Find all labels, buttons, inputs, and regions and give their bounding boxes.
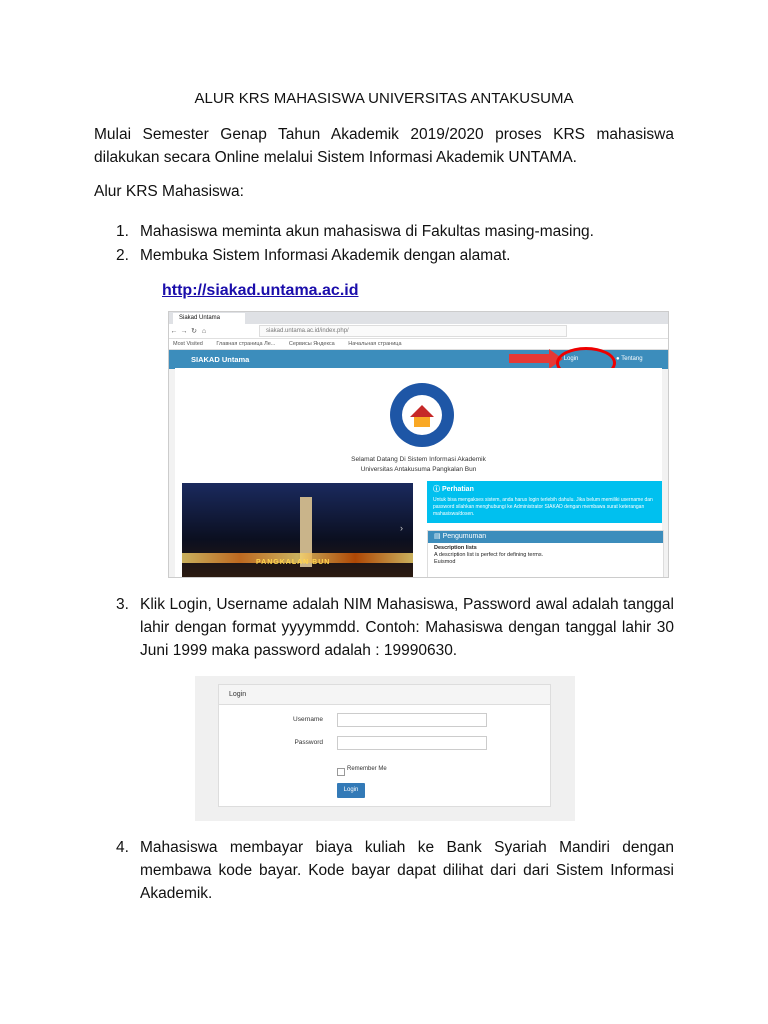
browser-tab-bar bbox=[169, 312, 668, 324]
alur-heading: Alur KRS Mahasiswa: bbox=[94, 183, 244, 200]
step-4 bbox=[116, 836, 674, 906]
password-input[interactable] bbox=[337, 736, 487, 750]
nav-tentang-label: Tentang bbox=[621, 356, 643, 362]
perhatian-title-label: Perhatian bbox=[441, 486, 474, 493]
intro-paragraph: Mulai Semester Genap Tahun Akademik 2019/2020 proses KRS mahasiswa dilakukan secara Online melalui Sistem Informasi Akademik UNTAMA. bbox=[94, 126, 674, 166]
photo-caption: PANGKALAN BUN bbox=[256, 559, 331, 566]
info-icon: ● bbox=[616, 356, 622, 362]
siakad-link[interactable]: http://siakad.untama.ac.id bbox=[162, 282, 359, 299]
pengumuman-box bbox=[427, 530, 664, 578]
back-icon[interactable]: ← bbox=[170, 327, 178, 335]
nav-login-label: Login bbox=[563, 356, 579, 362]
welcome-line-2: Universitas Antakusuma Pangkalan Bun bbox=[360, 466, 477, 473]
document-title: ALUR KRS MAHASISWA UNIVERSITAS ANTAKUSUMA bbox=[194, 90, 574, 107]
info-circle-icon: ⓘ bbox=[433, 486, 442, 493]
step-text: Klik Login, Username adalah NIM Mahasiswa, Password awal adalah tanggal lahir dengan format yyyymmdd. Contoh: Mahasiswa dengan tanggal lahir 30 Juni 1999 maka password adalah : 19990630. bbox=[140, 596, 674, 659]
perhatian-body: Untuk bisa mengakses sistem, anda harus login terlebih dahulu. Jika belum memiliki username dan password silahkan menghubungi ke Administrator SIAKAD dengan membawa surat keterangan mahasiswa/dosen. bbox=[433, 497, 653, 517]
bookmark-item[interactable]: Сервисы Яндекса bbox=[288, 341, 335, 347]
chevron-right-icon[interactable]: › bbox=[400, 523, 403, 533]
logo-body-shape bbox=[414, 417, 430, 427]
browser-tab[interactable]: Siakad Untama bbox=[173, 313, 245, 324]
university-logo bbox=[390, 383, 454, 447]
pengumuman-title-label: Pengumuman bbox=[442, 533, 487, 540]
browser-url-bar bbox=[169, 324, 668, 339]
step-text: Mahasiswa meminta akun mahasiswa di Fakultas masing-masing. bbox=[140, 223, 594, 240]
bookmark-item[interactable]: Most Visited bbox=[173, 341, 203, 347]
perhatian-title bbox=[427, 481, 662, 497]
siakad-homepage-screenshot bbox=[168, 311, 669, 578]
step-number: 4. bbox=[116, 839, 129, 856]
pengumuman-line-2: Euismod bbox=[434, 559, 456, 565]
username-label: Username bbox=[293, 716, 323, 723]
bookmark-item[interactable]: Начальная страница bbox=[348, 341, 402, 347]
pengumuman-sub: Description lists bbox=[434, 545, 477, 551]
step-number: 2. bbox=[116, 247, 129, 264]
pengumuman-line-1: A description list is perfect for defining terms. bbox=[434, 552, 544, 558]
login-panel bbox=[218, 684, 551, 807]
step-text: Mahasiswa membayar biaya kuliah ke Bank Syariah Mandiri dengan membawa kode bayar. Kode bayar dapat dilihat dari dari Sistem Informasi Akademik. bbox=[140, 839, 674, 902]
home-icon[interactable]: ⌂ bbox=[201, 327, 207, 335]
address-input[interactable]: siakad.untama.ac.id/index.php/ bbox=[259, 325, 567, 337]
siakad-brand[interactable]: SIAKAD Untama bbox=[191, 355, 250, 364]
step-number: 3. bbox=[116, 596, 129, 613]
perhatian-box bbox=[427, 481, 662, 523]
announcement-icon: ▤ bbox=[434, 533, 443, 540]
forward-icon[interactable]: → bbox=[180, 327, 188, 335]
pengumuman-body bbox=[428, 543, 663, 568]
password-label: Password bbox=[294, 739, 323, 746]
step-3 bbox=[116, 593, 674, 663]
logo-roof-shape bbox=[410, 405, 434, 417]
highlight-arrow bbox=[509, 354, 551, 363]
step-number: 1. bbox=[116, 223, 129, 240]
remember-label: Remember Me bbox=[347, 766, 387, 772]
login-form-screenshot bbox=[195, 676, 575, 821]
welcome-line-1: Selamat Datang Di Sistem Informasi Akademik bbox=[351, 456, 486, 463]
logo-inner bbox=[402, 395, 442, 435]
campus-photo bbox=[182, 483, 413, 577]
login-panel-title: Login bbox=[219, 685, 550, 705]
bookmark-item[interactable]: Главная страница Ле... bbox=[216, 341, 276, 347]
nav-tentang[interactable] bbox=[616, 350, 643, 369]
siakad-content bbox=[175, 368, 662, 577]
pengumuman-title bbox=[428, 531, 663, 543]
login-icon: ➜ bbox=[557, 356, 564, 362]
username-input[interactable] bbox=[337, 713, 487, 727]
step-text: Membuka Sistem Informasi Akademik dengan alamat. bbox=[140, 247, 511, 264]
reload-icon[interactable]: ↻ bbox=[191, 328, 197, 335]
remember-checkbox[interactable] bbox=[337, 768, 345, 776]
login-button[interactable]: Login bbox=[337, 783, 365, 798]
